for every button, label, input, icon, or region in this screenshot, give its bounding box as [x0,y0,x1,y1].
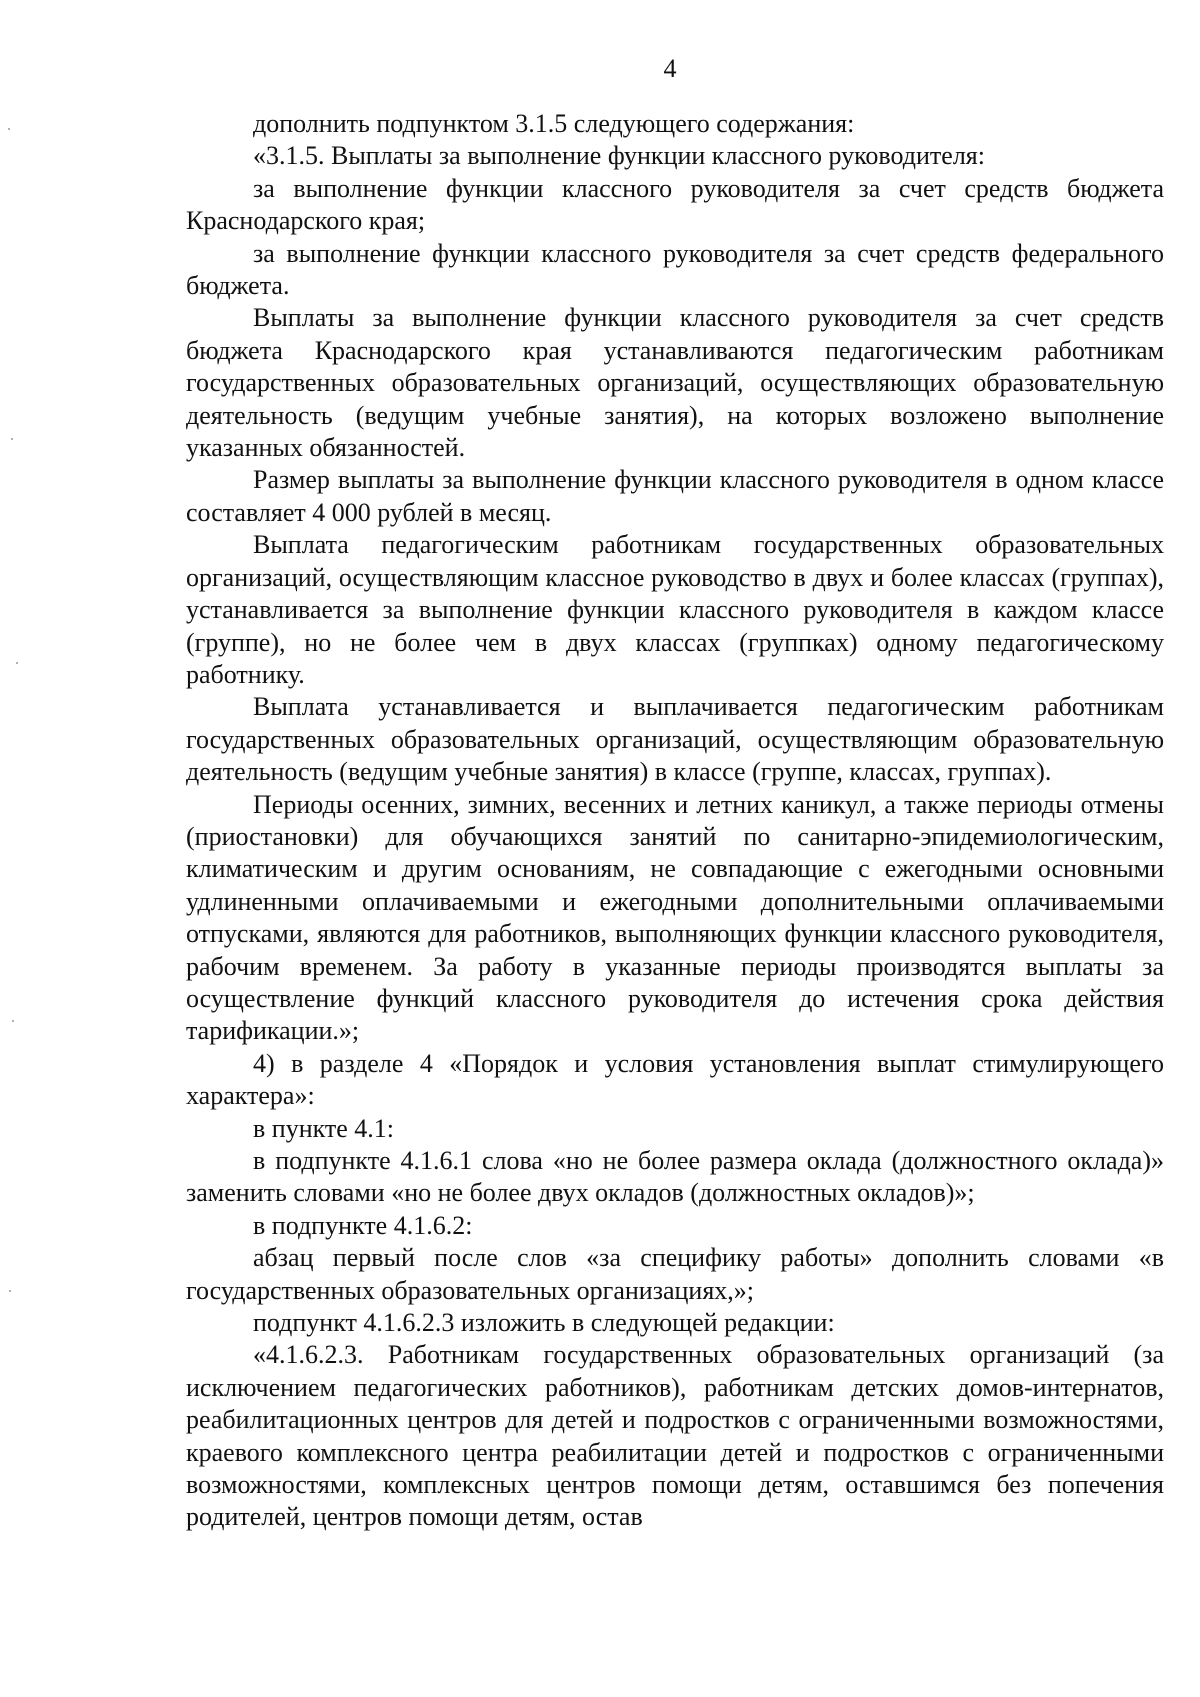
scan-speck [11,438,13,440]
paragraph-intro: дополнить подпунктом 3.1.5 следующего содержания: [253,109,855,138]
paragraph-first-abstract: абзац первый после слов «за специфику работы» дополнить словами «в государственных образовательных организациях,»; [186,1243,1164,1305]
paragraph-subitem-4-1-6-1: в подпункте 4.1.6.1 слова «но не более размера оклада (должностного оклада)» заменить словами «но не более двух окладов (должностных окладов)»; [186,1146,1164,1208]
scan-speck [12,1020,14,1022]
paragraph-subitem-4-1-6-2: в подпункте 4.1.6.2: [253,1210,473,1240]
paragraph-regional-budget: за выполнение функции классного руководителя за счет средств бюджета Краснодарского края; [186,173,1164,236]
paragraph-holiday-periods: Периоды осенних, зимних, весенних и летних каникул, а также периоды отмены (приостановки) для обучающихся занятий по санитарно-эпидемиологическим, климатическим и другим основаниям, не совпадающие с ежегодными основными удлиненными оплачиваемыми и ежегодными дополнительными оплачиваемыми отпусками, являются для работников, выполняющих функции классного руководителя, рабочим временем. За работу в указанные периоды производятся выплаты за осуществление функций классного руководителя до истечения срока действия тарификации.»; [186,789,1164,1046]
document-body [186,108,1164,1534]
scan-speck [16,662,18,664]
paragraph-federal-budget: за выполнение функции классного руководителя за счет средств федерального бюджета. [186,238,1164,301]
paragraph-subitem-4-1-6-2-3-text: «4.1.6.2.3. Работникам государственных образовательных организаций (за исключением педагогических работников), работникам детских домов-интернатов, реабилитационных центров для детей и подростков с ограниченными возможностями, краевого комплексного центра реабилитации детей и подростков с ограниченными возможностями, комплексных центров помощи детям, оставшимся без попечения родителей, центров помощи детям, остав [186,1340,1164,1532]
paragraph-payment-paid: Выплата устанавливается и выплачивается педагогическим работникам государственных образовательных организаций, осуществляющим образовательную деятельность (ведущим учебные занятия) в классе (группе, классах, группах). [186,692,1164,787]
paragraph-section-4: 4) в разделе 4 «Порядок и условия установления выплат стимулирующего характера»: [186,1048,1164,1111]
paragraph-subitem-heading: «3.1.5. Выплаты за выполнение функции классного руководителя: [253,141,985,171]
paragraph-subitem-4-1-6-2-3: подпункт 4.1.6.2.3 изложить в следующей редакции: [253,1308,835,1338]
scan-speck [8,128,10,130]
paragraph-payments-established: Выплаты за выполнение функции классного руководителя за счет средств бюджета Краснодарского края устанавливаются педагогическим работникам государственных образовательных организаций, осуществляющих образовательную деятельность (ведущим учебные занятия), на которых возложено выполнение указанных обязанностей. [186,303,1164,463]
page-number: 4 [663,54,677,83]
scan-speck [9,1290,11,1292]
paragraph-item-4-1: в пункте 4.1: [253,1113,395,1143]
paragraph-payment-amount: Размер выплаты за выполнение функции классного руководителя в одном классе составляет 4 000 рублей в месяц. [186,465,1164,527]
paragraph-multiple-classes: Выплата педагогическим работникам государственных образовательных организаций, осуществляющим классное руководство в двух и более классах (группах), устанавливается за выполнение функции классного руководителя в каждом классе (группе), но не более чем в двух классах (группках) одному педагогическому работнику. [186,530,1164,689]
